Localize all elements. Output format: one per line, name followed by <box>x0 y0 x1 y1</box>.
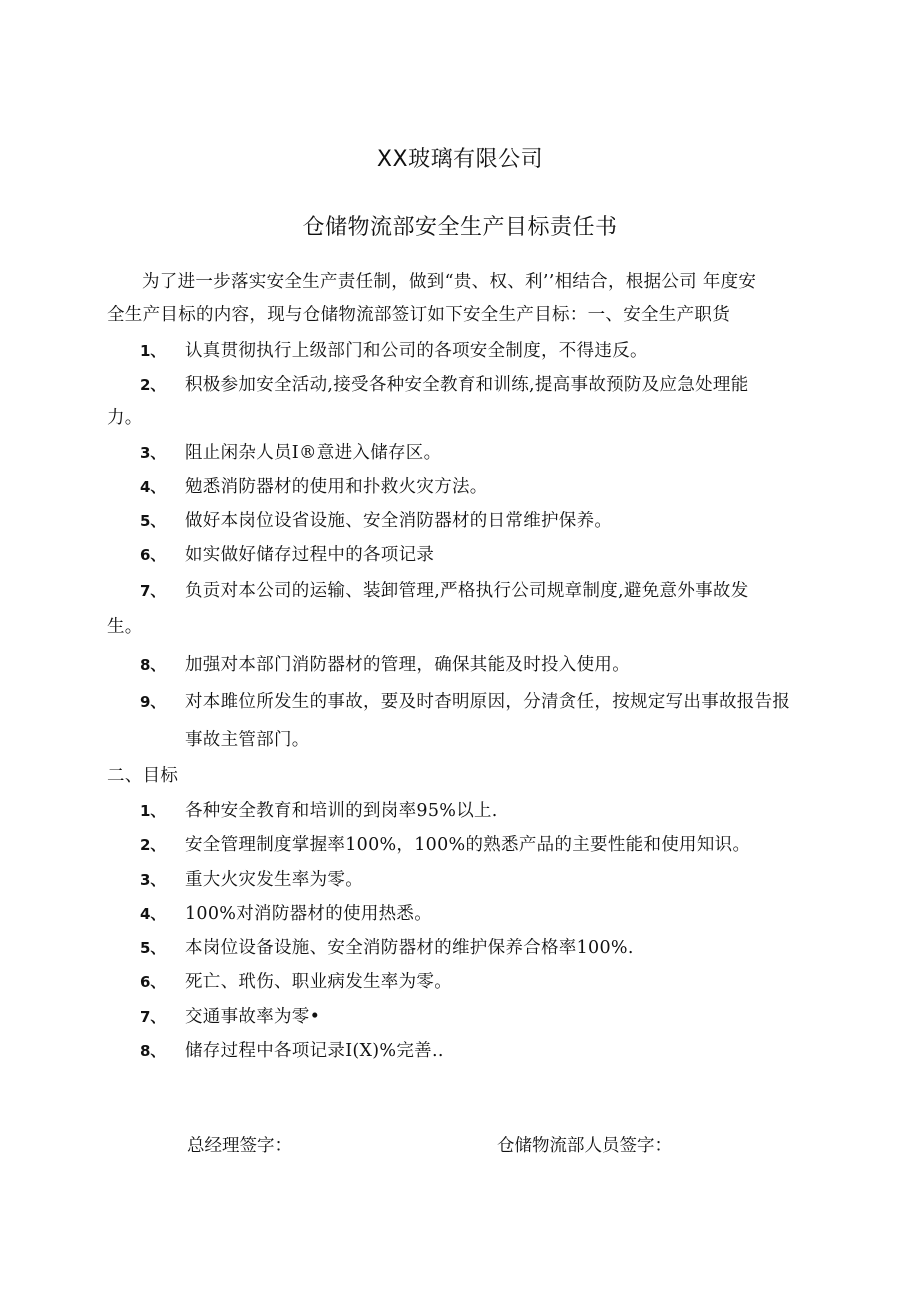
duty-number: 3、 <box>140 444 166 462</box>
target-number: 7、 <box>140 1008 166 1026</box>
document-title: 仓储物流部安全生产目标责任书 <box>302 215 618 240</box>
target-number: 5、 <box>140 939 166 957</box>
duty-text: 认真贯彻执行上级部门和公司的各项安全制度，不得违反。 <box>185 341 648 361</box>
duty-text: 阻止闲杂人员I®意进入储存区。 <box>185 443 442 463</box>
target-number: 4、 <box>140 905 166 923</box>
duty-text: 对本雎位所发生的事故，要及时杳明原因，分清贪任，按规定写出事故报告报 <box>185 692 791 712</box>
duty-number: 2、 <box>140 376 166 394</box>
target-number: 2、 <box>140 836 166 854</box>
duty-number: 5、 <box>140 512 166 530</box>
target-text: 储存过程中各项记录I(X)%完善.. <box>185 1041 444 1061</box>
duty-number: 1、 <box>140 342 166 360</box>
duty-text-continuation: 力。 <box>107 408 143 428</box>
duty-text-continuation: 事故主管部门。 <box>185 730 310 750</box>
duty-text-continuation: 生。 <box>107 617 143 637</box>
target-text: 死亡、玳伤、职业病发生率为零。 <box>185 972 452 992</box>
duty-text: 如实做好储存过程中的各项记录 <box>185 545 435 565</box>
duty-number: 6、 <box>140 546 166 564</box>
target-text: 交通事故率为零• <box>185 1007 321 1027</box>
company-title: XX玻璃有限公司 <box>376 147 544 172</box>
duty-text: 负贡对本公司的运输、装卸管理,严格执行公司规章制度,避免意外事故发 <box>185 581 749 601</box>
target-text: 100%对消防器材的使用热悉。 <box>185 904 433 924</box>
section-2-title: 二、目标 <box>107 766 179 786</box>
target-number: 8、 <box>140 1042 166 1060</box>
target-text: 重大火灾发生率为零。 <box>185 870 363 890</box>
target-number: 3、 <box>140 871 166 889</box>
gm-signature-label: 总经理签字： <box>187 1136 292 1156</box>
duty-number: 7、 <box>140 582 166 600</box>
duty-text: 加强对本部门消防器材的管理，确保其能及时投入使用。 <box>185 655 630 675</box>
duty-text: 做好本岗位设省设施、安全消防器材的日常维护保养。 <box>185 511 613 531</box>
duty-text: 勉悉消防器材的使用和扑救火灾方法。 <box>185 477 488 497</box>
target-text: 安全管理制度掌握率100%，100%的熟悉产品的主要性能和使用知识。 <box>185 835 751 855</box>
duty-number: 9、 <box>140 693 166 711</box>
target-text: 各种安全教育和培训的到岗率95%以上. <box>185 801 498 821</box>
intro-line-1: 为了进一步落实安全生产责任制，做到“贵、权、利’’相结合，根据公司 年度安 <box>142 272 757 292</box>
target-number: 1、 <box>140 802 166 820</box>
duty-number: 8、 <box>140 656 166 674</box>
target-text: 本岗位设备设施、安全消防器材的维护保养合格率100%. <box>185 938 634 958</box>
target-number: 6、 <box>140 973 166 991</box>
dept-signature-label: 仓储物流部人员签字： <box>497 1136 672 1156</box>
intro-line-2: 全生产目标的内容，现与仓储物流部签订如下安全生产目标：一、安全生产职货 <box>107 305 730 325</box>
duty-number: 4、 <box>140 478 166 496</box>
duty-text: 积极参加安全活动,接受各种安全教育和训练,提高事故预防及应急处理能 <box>185 375 749 395</box>
